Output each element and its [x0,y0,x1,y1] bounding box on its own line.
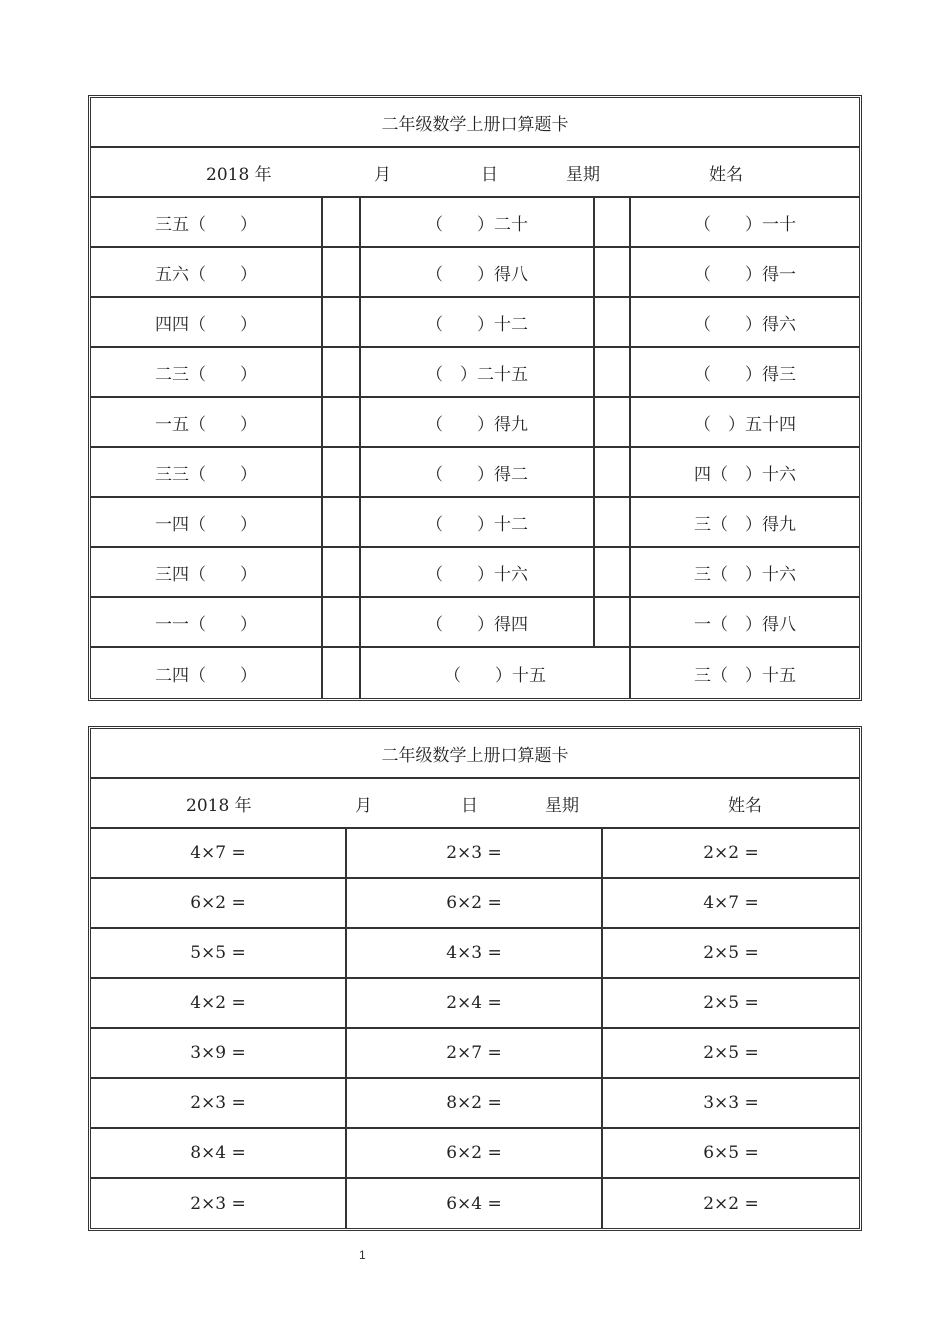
question-cell: 三（ ）十五 [694,665,796,686]
question-row [91,448,859,498]
question-cell: （ ）二十五 [426,364,528,385]
column-divider [321,598,323,646]
name-field: 姓名 [709,164,743,185]
question-cell: 二三（ ） [155,364,257,385]
question-cell: 4×7 = [190,843,246,863]
question-cell: 2×4 = [446,993,502,1013]
column-divider [321,498,323,546]
question-cell: 2×3 = [190,1194,246,1214]
column-divider [321,298,323,346]
weekday-field: 星期 [545,795,579,816]
question-row [91,879,859,929]
question-row [91,298,859,348]
question-cell: （ ）二十 [426,214,528,235]
question-cell: （ ）十二 [426,514,528,535]
question-row [91,648,859,698]
year-field: 2018 年 [186,795,252,816]
question-row [91,548,859,598]
oral-math-card-2 [88,726,862,1231]
question-cell: （ ）十六 [426,564,528,585]
page-number: 1 [359,1248,366,1262]
question-cell: 2×2 = [703,843,759,863]
question-cell: 3×9 = [190,1043,246,1063]
question-cell: 一（ ）得八 [694,614,796,635]
month-field: 月 [374,164,391,185]
card-title-row [91,98,859,148]
question-cell: 三五（ ） [155,214,257,235]
question-row [91,1079,859,1129]
question-cell: 五六（ ） [155,264,257,285]
question-cell: 四四（ ） [155,314,257,335]
column-divider [593,248,595,296]
name-field: 姓名 [728,795,762,816]
column-divider [593,498,595,546]
question-cell: 6×2 = [446,1143,502,1163]
question-cell: 2×5 = [703,993,759,1013]
card-title: 二年级数学上册口算题卡 [381,114,569,135]
question-cell: 三（ ）得九 [694,514,796,535]
card-header-row [91,779,859,829]
day-field: 日 [461,795,478,816]
question-grid [91,198,859,698]
question-row [91,1029,859,1079]
question-row [91,1129,859,1179]
question-cell: 5×5 = [190,943,246,963]
question-cell: （ ）得四 [426,614,528,635]
column-divider [593,398,595,446]
column-divider [593,198,595,246]
question-row [91,348,859,398]
question-cell: 8×4 = [190,1143,246,1163]
month-field: 月 [355,795,372,816]
column-divider [593,348,595,396]
card-title-row [91,729,859,779]
question-cell: 6×5 = [703,1143,759,1163]
question-row [91,598,859,648]
question-row [91,979,859,1029]
question-cell: （ ）得八 [426,264,528,285]
question-cell: （ ）十五 [444,665,546,686]
card-header-row [91,148,859,198]
question-cell: （ ）一十 [694,214,796,235]
question-cell: 4×3 = [446,943,502,963]
question-cell: 4×7 = [703,893,759,913]
question-cell: 4×2 = [190,993,246,1013]
question-cell: 6×2 = [446,893,502,913]
question-cell: （ ）五十四 [694,414,796,435]
column-divider [321,548,323,596]
question-cell: 2×5 = [703,1043,759,1063]
question-cell: 四（ ）十六 [694,464,796,485]
question-cell: （ ）得六 [694,314,796,335]
question-cell: （ ）得二 [426,464,528,485]
question-cell: 6×2 = [190,893,246,913]
question-grid [91,829,859,1229]
question-cell: 2×5 = [703,943,759,963]
question-cell: 3×3 = [703,1093,759,1113]
question-row [91,929,859,979]
column-divider [321,348,323,396]
card-title: 二年级数学上册口算题卡 [381,745,569,766]
column-divider [321,248,323,296]
question-cell: （ ）得一 [694,264,796,285]
column-divider [593,548,595,596]
oral-math-card-1 [88,95,862,701]
question-cell: 一四（ ） [155,514,257,535]
question-cell: （ ）得三 [694,364,796,385]
question-cell: 6×4 = [446,1194,502,1214]
question-cell: 三（ ）十六 [694,564,796,585]
column-divider [593,298,595,346]
question-cell: 一一（ ） [155,614,257,635]
column-divider [321,398,323,446]
question-cell: 2×3 = [190,1093,246,1113]
question-cell: 一五（ ） [155,414,257,435]
column-divider [321,448,323,496]
question-row [91,198,859,248]
question-cell: 2×3 = [446,843,502,863]
column-divider [593,448,595,496]
question-row [91,398,859,448]
question-row [91,1179,859,1229]
question-cell: （ ）十二 [426,314,528,335]
question-cell: 8×2 = [446,1093,502,1113]
question-row [91,498,859,548]
day-field: 日 [481,164,498,185]
question-row [91,248,859,298]
column-divider [321,648,323,698]
question-cell: 三三（ ） [155,464,257,485]
year-field: 2018 年 [206,164,272,185]
question-cell: 2×2 = [703,1194,759,1214]
weekday-field: 星期 [566,164,600,185]
question-cell: 三四（ ） [155,564,257,585]
question-cell: 2×7 = [446,1043,502,1063]
question-cell: （ ）得九 [426,414,528,435]
column-divider [593,598,595,646]
question-row [91,829,859,879]
column-divider [321,198,323,246]
question-cell: 二四（ ） [155,665,257,686]
